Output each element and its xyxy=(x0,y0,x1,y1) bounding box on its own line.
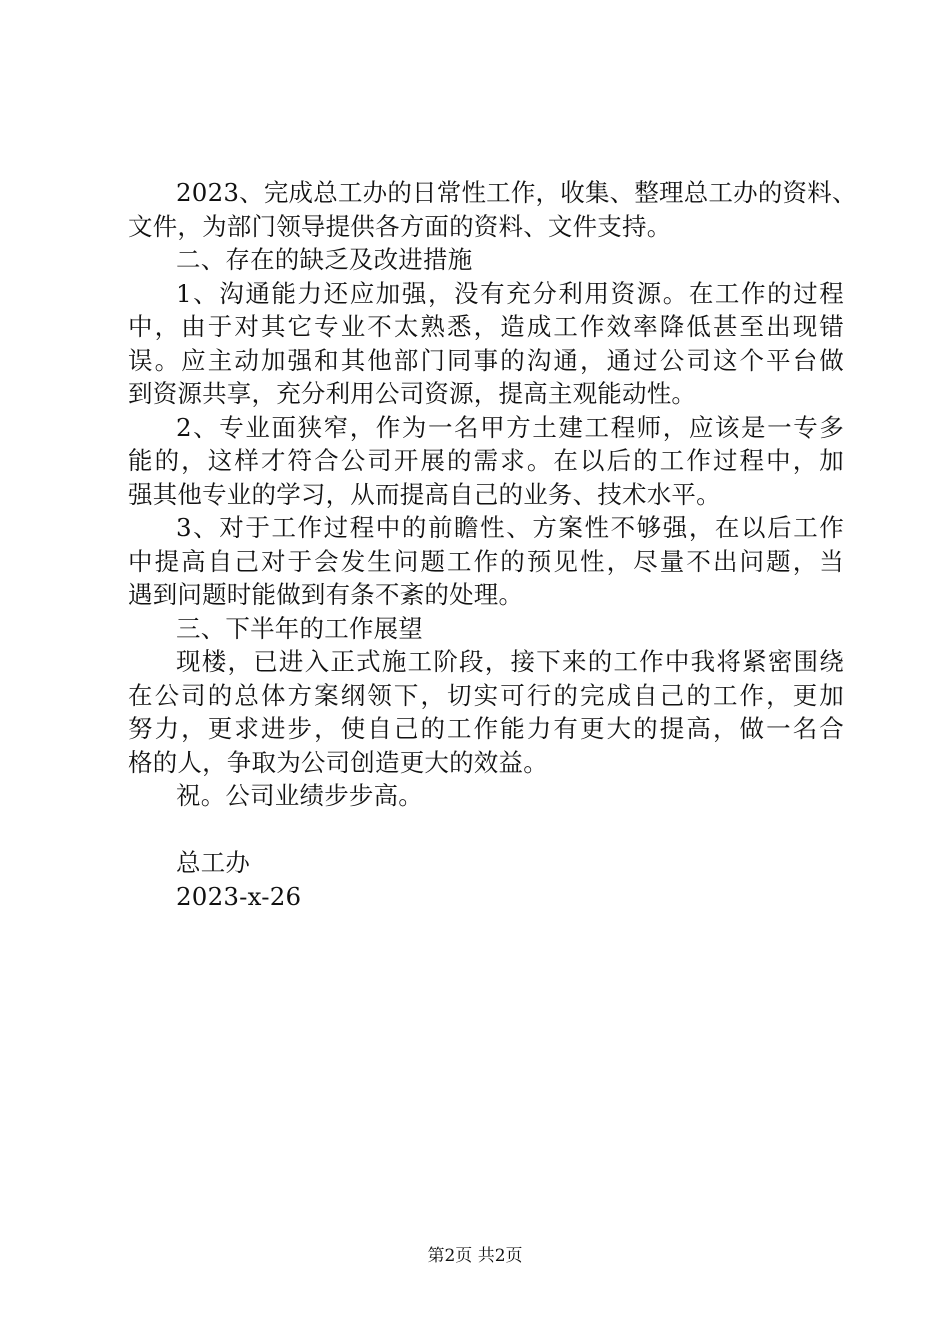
document-body xyxy=(128,176,857,913)
paragraph-line: 强其他专业的学习，从而提高自己的业务、技术水平。 xyxy=(128,479,721,509)
paragraph-line: 到资源共享，充分利用公司资源，提高主观能动性。 xyxy=(128,379,697,408)
paragraph-line: 3、对于工作过程中的前瞻性、方案性不够强，在以后工作 xyxy=(176,513,844,542)
paragraph-line: 努力，更求进步，使自己的工作能力有更大的提高，做一名合 xyxy=(128,714,844,743)
paragraph-line: 误。应主动加强和其他部门同事的沟通，通过公司这个平台做 xyxy=(128,345,844,375)
paragraph-line: 2、专业面狭窄，作为一名甲方土建工程师，应该是一专多 xyxy=(176,412,844,442)
paragraph-line: 格的人，争取为公司创造更大的效益。 xyxy=(128,747,548,777)
signature: 总工办 xyxy=(176,848,251,877)
paragraph-line: 文件，为部门领导提供各方面的资料、文件支持。 xyxy=(128,211,672,241)
paragraph-line: 能的，这样才符合公司开展的需求。在以后的工作过程中，加 xyxy=(128,446,844,475)
closing-line: 祝。公司业绩步步高。 xyxy=(176,781,423,810)
paragraph-line: 1、沟通能力还应加强，没有充分利用资源。在工作的过程 xyxy=(176,278,844,308)
section-heading: 三、下半年的工作展望 xyxy=(176,613,423,643)
paragraph-line: 在公司的总体方案纲领下，切实可行的完成自己的工作，更加 xyxy=(128,680,844,710)
paragraph-line: 中，由于对其它专业不太熟悉，造成工作效率降低甚至出现错 xyxy=(128,312,844,341)
paragraph-line: 中提高自己对于会发生问题工作的预见性，尽量不出问题，当 xyxy=(128,546,844,576)
paragraph-line: 遇到问题时能做到有条不紊的处理。 xyxy=(128,580,524,609)
paragraph-line: 2023、完成总工办的日常性工作，收集、整理总工办的资料、 xyxy=(176,178,857,207)
blank-line xyxy=(128,813,844,847)
document-date: 2023-x-26 xyxy=(176,881,302,911)
paragraph-line: 现楼，已进入正式施工阶段，接下来的工作中我将紧密围绕 xyxy=(176,647,844,676)
section-heading: 二、存在的缺乏及改进措施 xyxy=(176,245,473,274)
page-footer: 第2页 共2页 xyxy=(427,1246,523,1266)
